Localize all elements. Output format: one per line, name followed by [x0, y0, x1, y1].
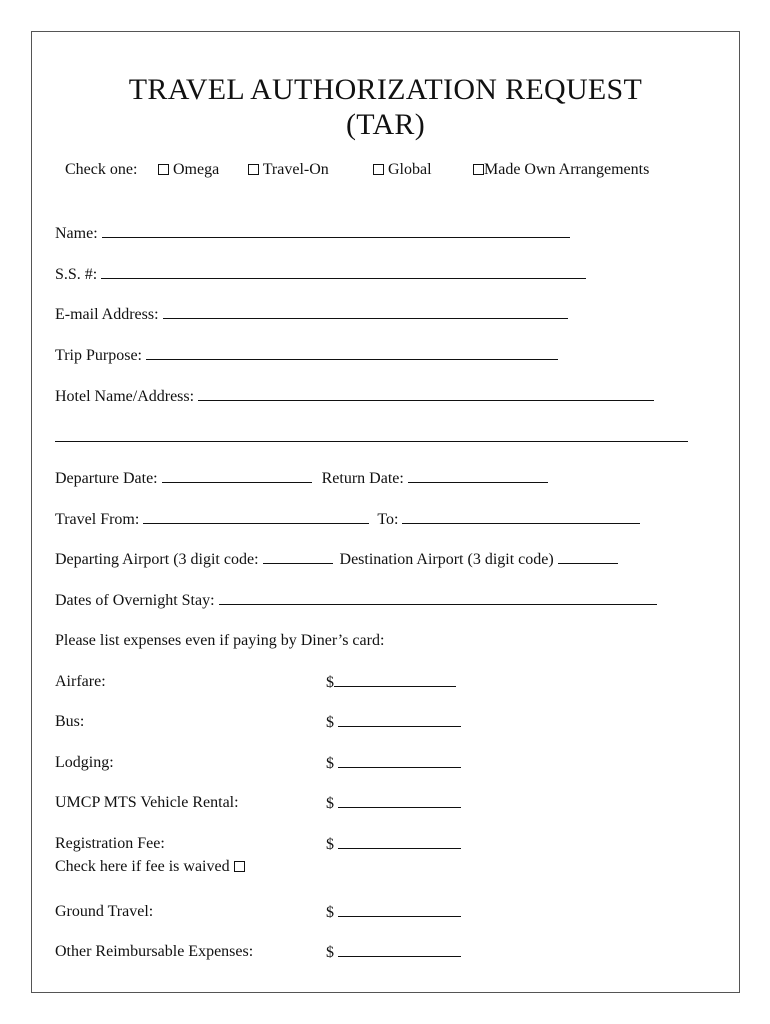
name-field[interactable]: [102, 224, 570, 238]
airfare-field[interactable]: [334, 673, 456, 687]
ground-currency: $: [326, 904, 334, 921]
ss-field[interactable]: [101, 265, 586, 279]
departure-date-label: Departure Date:: [55, 470, 158, 487]
bus-amount: [326, 713, 461, 732]
return-date-label: Return Date:: [321, 470, 404, 487]
to-label: To:: [377, 511, 399, 528]
other-expenses-label: Other Reimbursable Expenses:: [55, 943, 254, 960]
lodging-field[interactable]: [338, 754, 461, 768]
hotel-field-line2[interactable]: [55, 428, 688, 442]
check-one-row: [65, 161, 650, 179]
other-expenses-field[interactable]: [338, 943, 461, 957]
expenses-intro: Please list expenses even if paying by Diner’s card:: [55, 632, 385, 649]
destination-airport-field[interactable]: [558, 550, 618, 564]
fee-waived-label: Check here if fee is waived: [55, 858, 230, 875]
airfare-label: Airfare:: [55, 673, 106, 690]
name-row: [55, 224, 570, 243]
registration-fee-label: Registration Fee:: [55, 835, 165, 852]
overnight-field[interactable]: [219, 591, 657, 605]
name-label: Name:: [55, 225, 98, 242]
own-arrangements-label: Made Own Arrangements: [484, 161, 650, 178]
form-subtitle: (TAR): [345, 108, 426, 141]
other-expenses-amount: [326, 943, 461, 962]
fee-waived-row: [55, 858, 245, 876]
trip-purpose-field[interactable]: [146, 346, 558, 360]
global-label: Global: [388, 161, 432, 178]
registration-currency: $: [326, 836, 334, 853]
lodging-label: Lodging:: [55, 754, 114, 771]
overnight-label: Dates of Overnight Stay:: [55, 592, 215, 609]
airfare-currency: $: [326, 674, 334, 691]
fee-waived-checkbox[interactable]: [234, 861, 245, 872]
ss-row: [55, 265, 586, 284]
form-title: TRAVEL AUTHORIZATION REQUEST: [128, 73, 643, 106]
option-omega[interactable]: [158, 161, 219, 179]
vehicle-rental-label: UMCP MTS Vehicle Rental:: [55, 794, 239, 811]
travel-row: [55, 510, 640, 529]
return-date-field[interactable]: [408, 469, 548, 483]
lodging-currency: $: [326, 755, 334, 772]
check-one-label: Check one:: [65, 161, 138, 178]
airport-row: [55, 550, 618, 569]
hotel-label: Hotel Name/Address:: [55, 388, 195, 405]
global-checkbox[interactable]: [373, 164, 384, 175]
vehicle-currency: $: [326, 795, 334, 812]
vehicle-rental-amount: [326, 794, 461, 813]
ground-travel-field[interactable]: [338, 903, 461, 917]
departure-date-field[interactable]: [162, 469, 312, 483]
bus-label: Bus:: [55, 713, 85, 730]
travel-from-field[interactable]: [143, 510, 369, 524]
airfare-amount: [326, 673, 456, 692]
omega-checkbox[interactable]: [158, 164, 169, 175]
destination-airport-label: Destination Airport (3 digit code): [339, 551, 554, 568]
option-own-arrangements[interactable]: [473, 161, 649, 179]
travel-on-checkbox[interactable]: [248, 164, 259, 175]
registration-fee-field[interactable]: [338, 835, 461, 849]
other-currency: $: [326, 944, 334, 961]
travel-on-label: Travel-On: [262, 161, 329, 178]
ground-travel-label: Ground Travel:: [55, 903, 154, 920]
overnight-row: [55, 591, 657, 610]
email-field[interactable]: [163, 305, 568, 319]
hotel-continued-row: [55, 428, 688, 447]
dates-row: [55, 469, 548, 488]
trip-purpose-label: Trip Purpose:: [55, 347, 142, 364]
hotel-field[interactable]: [198, 387, 654, 401]
departing-airport-field[interactable]: [263, 550, 333, 564]
bus-currency: $: [326, 714, 334, 731]
to-field[interactable]: [402, 510, 640, 524]
ground-travel-amount: [326, 903, 461, 922]
hotel-row: [55, 387, 654, 406]
departing-airport-label: Departing Airport (3 digit code:: [55, 551, 259, 568]
bus-field[interactable]: [338, 713, 461, 727]
omega-label: Omega: [173, 161, 220, 178]
trip-purpose-row: [55, 346, 558, 365]
ss-label: S.S. #:: [55, 266, 98, 283]
lodging-amount: [326, 754, 461, 773]
travel-from-label: Travel From:: [55, 511, 140, 528]
vehicle-rental-field[interactable]: [338, 794, 461, 808]
option-global[interactable]: [373, 161, 432, 179]
registration-fee-amount: [326, 835, 461, 854]
own-arrangements-checkbox[interactable]: [473, 164, 484, 175]
option-travel-on[interactable]: [248, 161, 329, 179]
email-row: [55, 305, 568, 324]
email-label: E-mail Address:: [55, 306, 159, 323]
